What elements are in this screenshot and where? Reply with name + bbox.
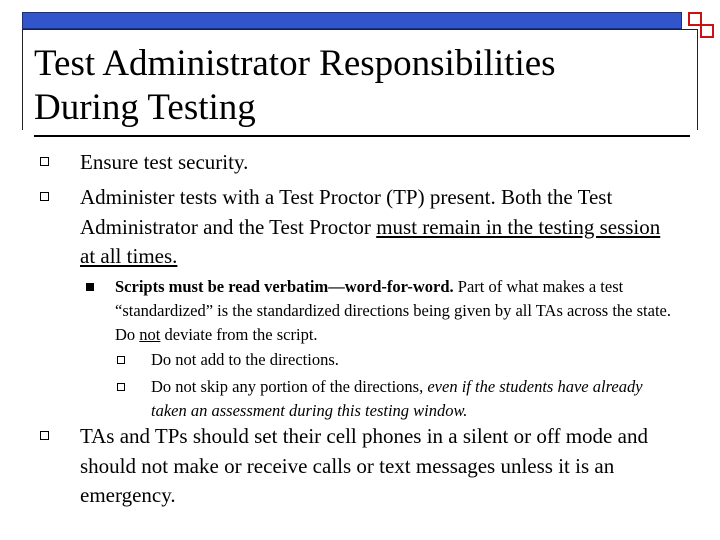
slide-title (34, 42, 674, 130)
sub-bullet-scripts (86, 275, 686, 347)
bullet-cell-phones (40, 422, 680, 511)
hollow-square-bullet-icon (40, 192, 49, 201)
sub-sub-bullet-text: Do not add to the directions. (151, 350, 339, 369)
bullet-text: TAs and TPs should set their cell phones in a silent or off mode and should not make or receive calls or text messages unless it is an emergency. (80, 424, 648, 507)
hollow-square-bullet-icon (40, 157, 49, 166)
title-line-2: During Testing (34, 87, 256, 128)
hollow-square-bullet-icon (117, 356, 125, 364)
sub-bullet-text (115, 275, 683, 347)
title-underline-rule (34, 135, 690, 137)
sub-bullet-text-part: deviate from the script. (160, 325, 318, 344)
sub-bullet-bold-text: Scripts must be read verbatim—word-for-word. (115, 277, 454, 296)
frame-line-left (22, 29, 23, 130)
title-line-1: Test Administrator Responsibilities (34, 43, 556, 84)
sub-bullet-text-part: Part of what makes a test “standardized” is the standardized directions being given by all TAs across the state. Do (115, 277, 671, 344)
filled-square-bullet-icon (86, 283, 94, 291)
bullet-text-underlined: must remain in the testing session at all times. (80, 214, 661, 268)
hollow-square-bullet-icon (117, 383, 125, 391)
top-decorative-bar (22, 12, 682, 29)
hollow-square-bullet-icon (40, 431, 49, 440)
sub-bullet-underlined-text: not (139, 325, 161, 344)
sub-sub-bullet-do-not-add (117, 348, 687, 372)
decorative-square-2 (700, 24, 714, 38)
sub-sub-bullet-italic-text: even if the students have already taken an assessment during this testing window. (151, 377, 643, 420)
sub-sub-bullet-do-not-skip (117, 375, 687, 423)
bullet-text-part: Administer tests with a Test Proctor (TP) present. Both the Test Administrator and the Test Proctor (80, 185, 613, 239)
bullet-administer-tests (40, 183, 680, 272)
frame-line-right (697, 29, 698, 130)
sub-sub-bullet-text-part: Do not skip any portion of the directions, (151, 377, 428, 396)
bullet-text (80, 183, 675, 272)
bullet-text: Ensure test security. (80, 150, 249, 174)
bullet-ensure-security (40, 148, 680, 178)
sub-sub-bullet-text (151, 375, 666, 423)
frame-line-top (22, 29, 698, 30)
